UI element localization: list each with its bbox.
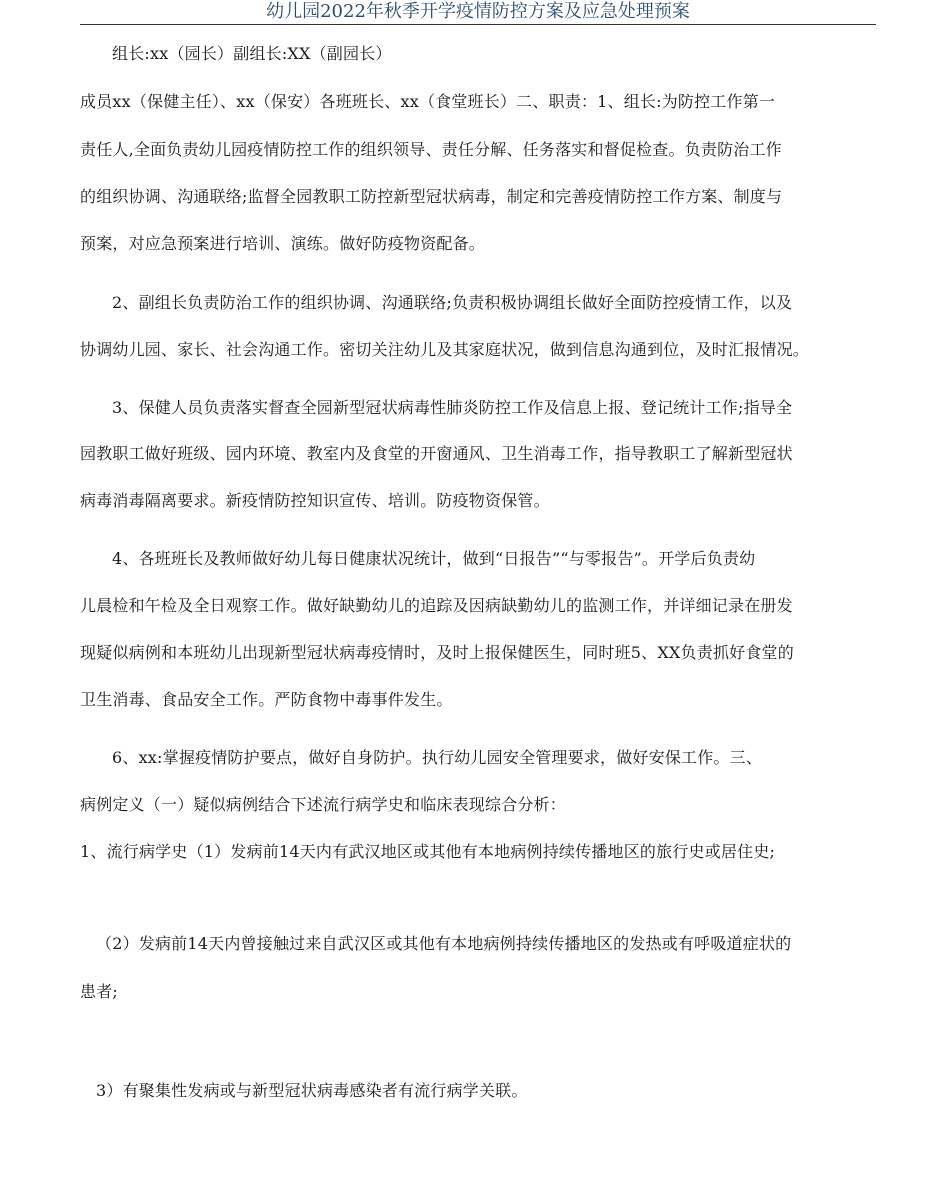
text-line: 责任人,全面负责幼儿园疫情防控工作的组织领导、责任分解、任务落实和督促检查。负责防治工作 (80, 140, 782, 159)
text-line-duty-2: 2、副组长负责防治工作的组织协调、沟通联络;负责积极协调组长做好全面防控疫情工作，以及 (112, 293, 793, 312)
text-line: 现疑似病例和本班幼儿出现新型冠状病毒疫情时，及时上报保健医生，同时班5、XX负责抓好食堂的 (80, 643, 794, 662)
text-line-members: 成员xx（保健主任）、xx（保安）各班班长、xx（食堂班长）二、职责：1、组长:为防控工作第一 (80, 92, 776, 111)
text-line: 的组织协调、沟通联络;监督全园教职工防控新型冠状病毒，制定和完善疫情防控工作方案、制度与 (80, 187, 783, 206)
text-line-epidemiology-3: 3）有聚集性发病或与新型冠状病毒感染者有流行病学关联。 (96, 1081, 528, 1100)
text-line: 病毒消毒隔离要求。新疫情防控知识宣传、培训。防疫物资保管。 (80, 491, 550, 510)
text-line: 预案，对应急预案进行培训、演练。做好防疫物资配备。 (80, 234, 486, 253)
text-line: 卫生消毒、食品安全工作。严防食物中毒事件发生。 (80, 690, 453, 709)
text-line: 协调幼儿园、家长、社会沟通工作。密切关注幼儿及其家庭状况，做到信息沟通到位，及时汇报情况。 (80, 340, 810, 359)
text-line-duty-6: 6、xx:掌握疫情防护要点，做好自身防护。执行幼儿园安全管理要求，做好安保工作。三、 (112, 748, 763, 767)
text-line: 园教职工做好班级、园内环境、教室内及食堂的开窗通风、卫生消毒工作，指导教职工了解新型冠状 (80, 444, 793, 463)
text-line: 儿晨检和午检及全日观察工作。做好缺勤幼儿的追踪及因病缺勤幼儿的监测工作，并详细记录在册发 (80, 596, 793, 615)
page-header (80, 0, 876, 25)
text-line-epidemiology-1: 1、流行病学史（1）发病前14天内有武汉地区或其他有本地病例持续传播地区的旅行史或居住史; (80, 842, 776, 861)
text-line-duty-4: 4、各班班长及教师做好幼儿每日健康状况统计，做到“日报告”“与零报告”。开学后负责幼 (112, 549, 756, 568)
text-line-epidemiology-2: （2）发病前14天内曾接触过来自武汉区或其他有本地病例持续传播地区的发热或有呼吸道症状的 (96, 934, 792, 953)
text-line: 患者; (80, 982, 118, 1001)
text-line-case-definition: 病例定义（一）疑似病例结合下述流行病学史和临床表现综合分析： (80, 795, 567, 814)
text-line-duty-3: 3、保健人员负责落实督查全园新型冠状病毒性肺炎防控工作及信息上报、登记统计工作;指导全 (112, 398, 793, 417)
text-line-leaders: 组长:xx（园长）副组长:XX（副园长） (112, 44, 392, 63)
document-title: 幼儿园2022年秋季开学疫情防控方案及应急处理预案 (266, 1, 690, 22)
